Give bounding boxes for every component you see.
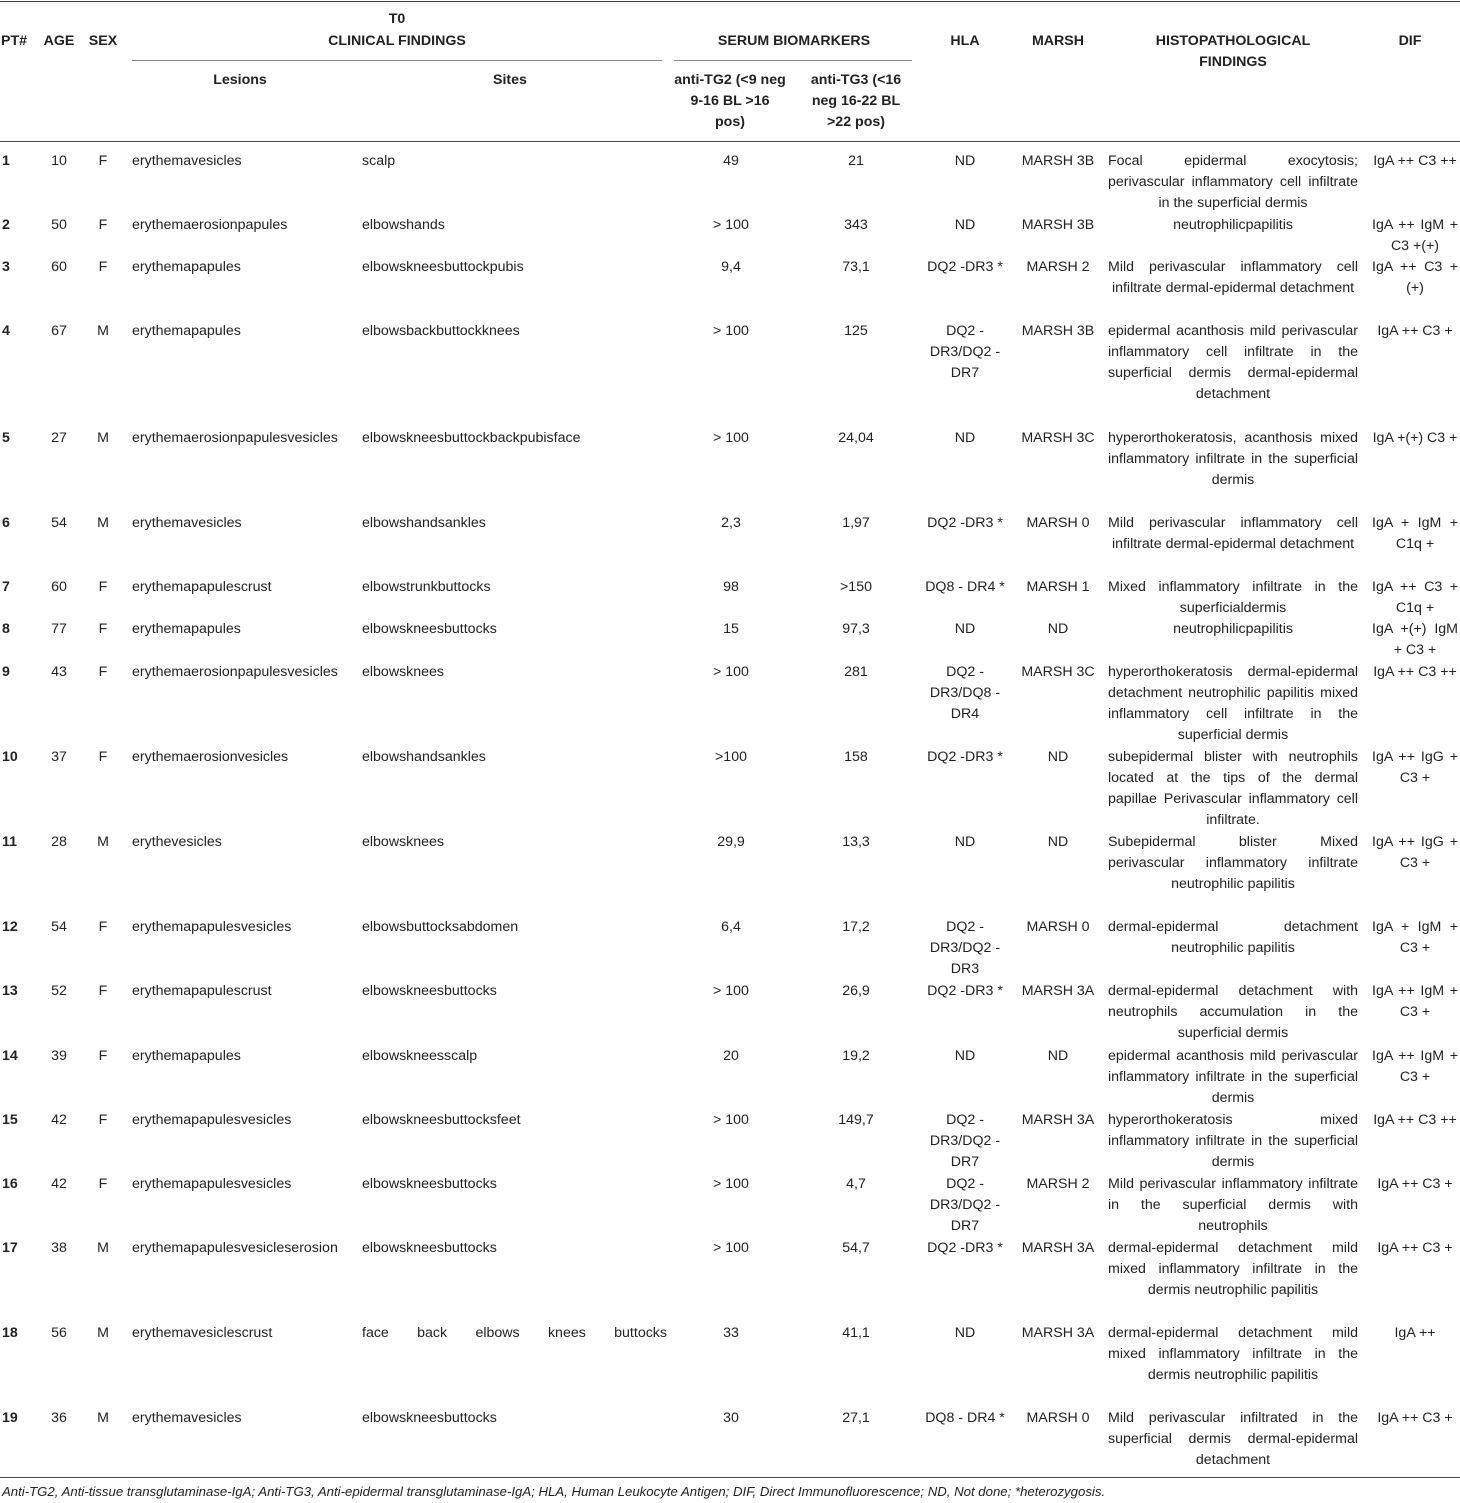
cell-tg2: 30 — [723, 1410, 739, 1426]
cell-tg2: > 100 — [713, 664, 749, 680]
cell-histo: epidermal acanthosis mild perivascular inflammatory infiltrate in the superficial dermis — [1108, 1048, 1358, 1106]
cell-histo: Mild perivascular inflammatory cell infiltrate dermal-epidermal detachment — [1108, 259, 1358, 296]
cell-histo: dermal-epidermal detachment mild mixed inflammatory infiltrate in the dermis neutrophilic papilitis — [1108, 1240, 1358, 1298]
cell-sex: F — [98, 919, 108, 935]
cell-tg2: 2,3 — [721, 515, 741, 531]
cell-hla: DQ2 -DR3 * — [927, 515, 1003, 531]
cell-marsh: MARSH 3A — [1021, 1325, 1095, 1341]
cell-lesions: erythemapapulescrust — [132, 579, 272, 595]
cell-histo: neutrophilicpapilitis — [1173, 217, 1293, 233]
cell-sex: F — [98, 1176, 108, 1192]
cell-histo: neutrophilicpapilitis — [1173, 621, 1293, 637]
cell-tg3: 26,9 — [842, 983, 870, 999]
cell-age: 36 — [51, 1410, 67, 1426]
cell-sites: elbowsbackbuttockknees — [362, 323, 520, 339]
cell-marsh: MARSH 0 — [1026, 515, 1090, 531]
cell-lesions: erythevesicles — [132, 834, 222, 850]
cell-sex: F — [98, 749, 108, 765]
cell-lesions: erythemapapulesvesicles — [132, 919, 292, 935]
cell-dif: IgA ++ IgM + C3 +(+) — [1372, 217, 1458, 254]
cell-hla: ND — [954, 430, 976, 446]
cell-age: 54 — [51, 515, 67, 531]
cell-tg2: > 100 — [713, 1112, 749, 1128]
cell-dif: IgA ++ C3 + — [1377, 1176, 1453, 1192]
cell-pt: 9 — [2, 664, 10, 680]
cell-marsh: MARSH 0 — [1026, 919, 1090, 935]
cell-pt: 13 — [2, 983, 18, 999]
cell-histo: epidermal acanthosis mild perivascular inflammatory cell infiltrate in the superficial dermis dermal-epidermal detachment — [1108, 323, 1358, 402]
header-clinical-findings: CLINICAL FINDINGS — [328, 33, 466, 49]
cell-age: 50 — [51, 217, 67, 233]
cell-lesions: erythemavesicles — [132, 1410, 242, 1426]
cell-dif: IgA ++ C3 ++ — [1373, 1112, 1457, 1128]
cell-dif: IgA ++ — [1394, 1325, 1436, 1341]
cell-sites: elbowskneesbuttocksfeet — [362, 1112, 521, 1128]
cell-sites: elbowsbuttocksabdomen — [362, 919, 519, 935]
cell-marsh: ND — [1047, 834, 1069, 850]
cell-lesions: erythemaerosionpapulesvesicles — [132, 430, 338, 446]
cell-histo: dermal-epidermal detachment neutrophilic papilitis — [1108, 919, 1358, 956]
cell-sex: M — [97, 1240, 109, 1256]
cell-hla: DQ2 - DR3/DQ2 - DR7 — [929, 323, 1001, 381]
cell-tg3: 4,7 — [846, 1176, 866, 1192]
cell-age: 37 — [51, 749, 67, 765]
cell-histo: hyperorthokeratosis, acanthosis mixed inflammatory infiltrate in the superficial dermis — [1108, 430, 1358, 488]
header-t0: T0 — [388, 11, 406, 27]
cell-histo: Mild perivascular inflammatory infiltrate in the superficial dermis with neutrophils — [1108, 1176, 1358, 1234]
cell-lesions: erythemapapules — [132, 1048, 241, 1064]
cell-sex: F — [98, 217, 108, 233]
cell-lesions: erythemaerosionpapules — [132, 217, 288, 233]
cell-hla: ND — [954, 217, 976, 233]
cell-lesions: erythemavesiclescrust — [132, 1325, 273, 1341]
cell-hla: DQ2 - DR3/DQ2 - DR7 — [929, 1112, 1001, 1170]
serum-biomarkers-rule — [674, 60, 912, 61]
cell-sites: elbowshandsankles — [362, 749, 486, 765]
cell-tg3: 27,1 — [842, 1410, 870, 1426]
header-bottom-rule — [0, 141, 1460, 142]
cell-histo: hyperorthokeratosis mixed inflammatory infiltrate in the superficial dermis — [1108, 1112, 1358, 1170]
cell-histo: subepidermal blister with neutrophils located at the tips of the dermal papillae Perivascular inflammatory cell infiltrate. — [1108, 749, 1358, 828]
cell-lesions: erythemapapulesvesicles — [132, 1112, 292, 1128]
cell-sites: elbowshandsankles — [362, 515, 486, 531]
cell-tg3: 1,97 — [842, 515, 870, 531]
cell-pt: 15 — [2, 1112, 18, 1128]
header-histopathological-findings: HISTOPATHOLOGICAL FINDINGS — [1155, 33, 1311, 70]
cell-marsh: MARSH 3B — [1021, 217, 1095, 233]
cell-tg3: 19,2 — [842, 1048, 870, 1064]
cell-dif: IgA +(+) C3 + — [1372, 430, 1458, 446]
cell-marsh: ND — [1047, 1048, 1069, 1064]
cell-tg2: 98 — [723, 579, 739, 595]
cell-lesions: erythemavesicles — [132, 515, 242, 531]
cell-age: 60 — [51, 259, 67, 275]
cell-marsh: MARSH 3A — [1021, 1240, 1095, 1256]
cell-tg3: 149,7 — [838, 1112, 874, 1128]
cell-histo: Focal epidermal exocytosis; perivascular inflammatory cell infiltrate in the superficial dermis — [1108, 153, 1358, 211]
cell-histo: Mild perivascular inflammatory cell infiltrate dermal-epidermal detachment — [1108, 515, 1358, 552]
cell-lesions: erythemapapules — [132, 259, 241, 275]
cell-pt: 1 — [2, 153, 10, 169]
cell-sites: elbowskneesbuttocks — [362, 1410, 497, 1426]
cell-dif: IgA ++ C3 + — [1377, 1410, 1453, 1426]
cell-tg3: >150 — [840, 579, 872, 595]
cell-sites: elbowstrunkbuttocks — [362, 579, 491, 595]
cell-dif: IgA ++ C3 + — [1377, 323, 1453, 339]
cell-dif: IgA ++ C3 ++ — [1373, 153, 1457, 169]
cell-dif: IgA ++ C3 ++ — [1373, 664, 1457, 680]
cell-sites: elbowskneesbuttockbackpubisface — [362, 430, 581, 446]
cell-lesions: erythemavesicles — [132, 153, 242, 169]
cell-tg2: > 100 — [713, 430, 749, 446]
cell-pt: 10 — [2, 749, 18, 765]
cell-marsh: MARSH 3C — [1021, 664, 1095, 680]
table-top-rule — [0, 1, 1460, 2]
cell-tg2: 33 — [723, 1325, 739, 1341]
cell-hla: ND — [954, 834, 976, 850]
cell-tg3: 97,3 — [842, 621, 870, 637]
cell-pt: 2 — [2, 217, 10, 233]
cell-dif: IgA ++ C3 + C1q + — [1372, 579, 1458, 616]
cell-dif: IgA + IgM + C3 + — [1372, 919, 1458, 956]
cell-tg2: 9,4 — [721, 259, 741, 275]
cell-age: 54 — [51, 919, 67, 935]
cell-sites: scalp — [362, 153, 396, 169]
cell-age: 39 — [51, 1048, 67, 1064]
cell-sex: M — [97, 834, 109, 850]
cell-lesions: erythemapapules — [132, 323, 241, 339]
cell-marsh: MARSH 2 — [1026, 1176, 1090, 1192]
cell-sites: elbowskneesbuttocks — [362, 983, 497, 999]
header-anti-tg3: anti-TG3 (<16 neg 16-22 BL >22 pos) — [810, 72, 902, 130]
cell-sex: F — [98, 664, 108, 680]
cell-tg3: 281 — [844, 664, 868, 680]
cell-sex: F — [98, 153, 108, 169]
cell-pt: 5 — [2, 430, 10, 446]
cell-sex: F — [98, 259, 108, 275]
cell-hla: DQ2 -DR3 * — [927, 1240, 1003, 1256]
cell-age: 77 — [51, 621, 67, 637]
cell-pt: 17 — [2, 1240, 18, 1256]
cell-pt: 4 — [2, 323, 10, 339]
cell-pt: 18 — [2, 1325, 18, 1341]
cell-tg3: 73,1 — [842, 259, 870, 275]
header-anti-tg2: anti-TG2 (<9 neg 9-16 BL >16 pos) — [674, 72, 786, 130]
cell-sex: M — [97, 1410, 109, 1426]
cell-age: 67 — [51, 323, 67, 339]
cell-tg2: > 100 — [713, 983, 749, 999]
cell-tg3: 158 — [844, 749, 868, 765]
cell-sex: F — [98, 983, 108, 999]
cell-sites: elbowskneesscalp — [362, 1048, 478, 1064]
cell-sites: elbowsknees — [362, 664, 445, 680]
cell-age: 27 — [51, 430, 67, 446]
cell-tg3: 125 — [844, 323, 868, 339]
header-hla: HLA — [950, 33, 980, 49]
cell-hla: ND — [954, 1325, 976, 1341]
cell-marsh: MARSH 3B — [1021, 153, 1095, 169]
cell-sex: M — [97, 323, 109, 339]
cell-marsh: ND — [1047, 749, 1069, 765]
header-sites: Sites — [493, 72, 527, 88]
cell-sites: elbowskneesbuttocks — [362, 1240, 497, 1256]
cell-pt: 3 — [2, 259, 10, 275]
cell-marsh: MARSH 1 — [1026, 579, 1090, 595]
cell-tg3: 13,3 — [842, 834, 870, 850]
cell-lesions: erythemaerosionpapulesvesicles — [132, 664, 338, 680]
cell-histo: Subepidermal blister Mixed perivascular inflammatory infiltrate neutrophilic papilitis — [1108, 834, 1358, 892]
cell-sex: F — [98, 579, 108, 595]
cell-pt: 14 — [2, 1048, 18, 1064]
cell-hla: DQ2 - DR3/DQ2 - DR7 — [929, 1176, 1001, 1234]
cell-pt: 7 — [2, 579, 10, 595]
table-footnote: Anti-TG2, Anti-tissue transglutaminase-IgA; Anti-TG3, Anti-epidermal transglutaminase-IgA; HLA, Human Leukocyte Antigen; DIF, Direct Immunofluorescence; ND, Not done; *heterozygosis. — [2, 1484, 1106, 1499]
cell-histo: Mixed inflammatory infiltrate in the superficialdermis — [1108, 579, 1358, 616]
cell-dif: IgA ++ C3 +(+) — [1372, 259, 1458, 296]
cell-marsh: MARSH 3B — [1021, 323, 1095, 339]
cell-tg2: > 100 — [713, 323, 749, 339]
cell-marsh: MARSH 2 — [1026, 259, 1090, 275]
cell-tg2: > 100 — [713, 217, 749, 233]
cell-dif: IgA ++ IgG + C3 + — [1372, 749, 1458, 786]
cell-tg2: > 100 — [713, 1176, 749, 1192]
cell-tg2: 49 — [723, 153, 739, 169]
cell-hla: ND — [954, 621, 976, 637]
cell-marsh: ND — [1047, 621, 1069, 637]
header-serum-biomarkers: SERUM BIOMARKERS — [717, 33, 871, 49]
cell-age: 42 — [51, 1112, 67, 1128]
cell-tg3: 17,2 — [842, 919, 870, 935]
cell-hla: ND — [954, 153, 976, 169]
cell-age: 10 — [51, 153, 67, 169]
cell-lesions: erythemapapules — [132, 621, 241, 637]
cell-age: 28 — [51, 834, 67, 850]
cell-sites: elbowskneesbuttocks — [362, 1176, 497, 1192]
cell-marsh: MARSH 3A — [1021, 983, 1095, 999]
cell-tg3: 24,04 — [838, 430, 874, 446]
header-age: AGE — [43, 33, 75, 49]
cell-pt: 19 — [2, 1410, 18, 1426]
cell-pt: 12 — [2, 919, 18, 935]
cell-tg2: 29,9 — [717, 834, 745, 850]
cell-hla: DQ2 - DR3/DQ8 - DR4 — [929, 664, 1001, 722]
cell-pt: 6 — [2, 515, 10, 531]
cell-histo: dermal-epidermal detachment with neutrophils accumulation in the superficial dermis — [1108, 983, 1358, 1041]
cell-hla: DQ2 -DR3 * — [927, 983, 1003, 999]
cell-hla: DQ8 - DR4 * — [925, 1410, 1005, 1426]
cell-tg3: 21 — [848, 153, 864, 169]
cell-hla: DQ2 -DR3 * — [927, 749, 1003, 765]
header-dif: DIF — [1398, 33, 1422, 49]
cell-lesions: erythemaerosionvesicles — [132, 749, 289, 765]
cell-marsh: MARSH 3C — [1021, 430, 1095, 446]
cell-sex: F — [98, 621, 108, 637]
cell-tg3: 54,7 — [842, 1240, 870, 1256]
cell-marsh: MARSH 0 — [1026, 1410, 1090, 1426]
cell-tg3: 343 — [844, 217, 868, 233]
cell-hla: ND — [954, 1048, 976, 1064]
cell-lesions: erythemapapulescrust — [132, 983, 272, 999]
cell-age: 43 — [51, 664, 67, 680]
cell-sites: elbowshands — [362, 217, 445, 233]
cell-sex: F — [98, 1112, 108, 1128]
header-sex: SEX — [88, 33, 118, 49]
header-marsh: MARSH — [1031, 33, 1085, 49]
cell-tg2: 6,4 — [721, 919, 741, 935]
cell-dif: IgA ++ C3 + — [1377, 1240, 1453, 1256]
header-pt: PT# — [0, 33, 28, 49]
table-bottom-rule — [0, 1477, 1460, 1478]
cell-histo: dermal-epidermal detachment mild mixed inflammatory infiltrate in the dermis neutrophilic papilitis — [1108, 1325, 1358, 1383]
header-lesions: Lesions — [213, 72, 267, 88]
cell-sex: M — [97, 430, 109, 446]
cell-hla: DQ2 - DR3/DQ2 - DR3 — [929, 919, 1001, 977]
cell-sites: elbowskneesbuttocks — [362, 621, 497, 637]
cell-tg2: > 100 — [713, 1240, 749, 1256]
cell-age: 38 — [51, 1240, 67, 1256]
cell-tg2: 20 — [723, 1048, 739, 1064]
cell-pt: 8 — [2, 621, 10, 637]
cell-tg2: >100 — [715, 749, 747, 765]
cell-dif: IgA + IgM + C1q + — [1372, 515, 1458, 552]
cell-pt: 16 — [2, 1176, 18, 1192]
cell-sites: face back elbows knees buttocks — [362, 1325, 667, 1341]
cell-dif: IgA +(+) IgM + C3 + — [1372, 621, 1458, 658]
cell-dif: IgA ++ IgG + C3 + — [1372, 834, 1458, 871]
cell-lesions: erythemapapulesvesicles — [132, 1176, 292, 1192]
cell-sites: elbowskneesbuttockpubis — [362, 259, 524, 275]
cell-marsh: MARSH 3A — [1021, 1112, 1095, 1128]
cell-tg3: 41,1 — [842, 1325, 870, 1341]
cell-dif: IgA ++ IgM + C3 + — [1372, 1048, 1458, 1085]
cell-age: 56 — [51, 1325, 67, 1341]
cell-age: 42 — [51, 1176, 67, 1192]
cell-histo: hyperorthokeratosis dermal-epidermal detachment neutrophilic papilitis mixed inflammatory cell infiltrate in the superficial dermis — [1108, 664, 1358, 743]
cell-lesions: erythemapapulesvesicleserosion — [132, 1240, 338, 1256]
cell-age: 52 — [51, 983, 67, 999]
cell-histo: Mild perivascular infiltrated in the superficial dermis dermal-epidermal detachment — [1108, 1410, 1358, 1468]
cell-pt: 11 — [2, 834, 17, 850]
cell-hla: DQ2 -DR3 * — [927, 259, 1003, 275]
cell-sex: M — [97, 1325, 109, 1341]
cell-dif: IgA ++ IgM + C3 + — [1372, 983, 1458, 1020]
cell-age: 60 — [51, 579, 67, 595]
cell-hla: DQ8 - DR4 * — [925, 579, 1005, 595]
cell-sites: elbowsknees — [362, 834, 445, 850]
cell-sex: F — [98, 1048, 108, 1064]
clinical-findings-rule — [132, 60, 662, 61]
cell-sex: M — [97, 515, 109, 531]
cell-tg2: 15 — [723, 621, 739, 637]
